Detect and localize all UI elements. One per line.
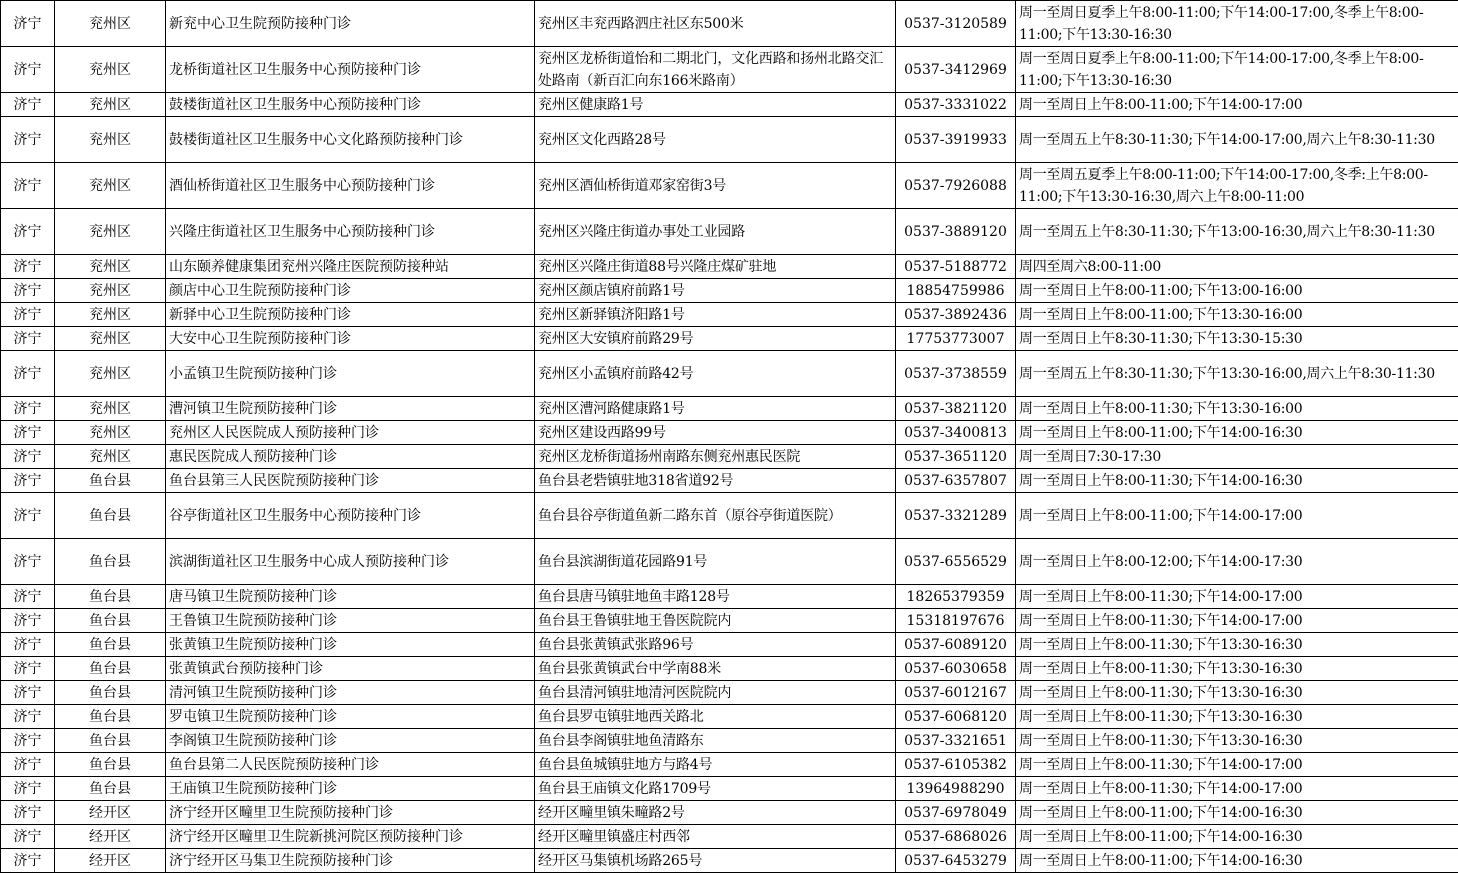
hours-cell: 周一至周日上午8:00-11:30;下午14:00-17:00 [1016,609,1458,633]
phone-cell: 0537-7926088 [896,163,1016,209]
phone-cell: 13964988290 [896,777,1016,801]
hours-cell: 周一至周日7:30-17:30 [1016,445,1458,469]
clinic-name-cell: 新兖中心卫生院预防接种门诊 [166,1,535,47]
hours-cell: 周一至周日上午8:00-11:00;下午14:00-16:30 [1016,421,1458,445]
address-cell: 兖州区大安镇府前路29号 [535,327,896,351]
clinic-name-cell: 兖州区人民医院成人预防接种门诊 [166,421,535,445]
phone-cell: 0537-6105382 [896,753,1016,777]
city-cell: 济宁 [1,397,55,421]
hours-cell: 周一至周日夏季上午8:00-11:00;下午14:00-17:00,冬季上午8:00-11:00;下午13:30-16:30 [1016,47,1458,93]
address-cell: 鱼台县唐马镇驻地鱼丰路128号 [535,585,896,609]
district-cell: 鱼台县 [55,657,166,681]
address-cell: 兖州区龙桥街道扬州南路东侧兖州惠民医院 [535,445,896,469]
phone-cell: 0537-3892436 [896,303,1016,327]
phone-cell: 0537-3738559 [896,351,1016,397]
clinic-name-cell: 王庙镇卫生院预防接种门诊 [166,777,535,801]
phone-cell: 0537-3412969 [896,47,1016,93]
city-cell: 济宁 [1,801,55,825]
clinic-name-cell: 谷亭街道社区卫生服务中心预防接种门诊 [166,493,535,539]
city-cell: 济宁 [1,327,55,351]
address-cell: 兖州区文化西路28号 [535,117,896,163]
city-cell: 济宁 [1,421,55,445]
city-cell: 济宁 [1,1,55,47]
address-cell: 经开区疃里镇盛庄村西邻 [535,825,896,849]
hours-cell: 周一至周日上午8:00-11:30;下午13:30-16:30 [1016,705,1458,729]
phone-cell: 17753773007 [896,327,1016,351]
table-body [1,1,1458,873]
city-cell: 济宁 [1,209,55,255]
table-row [1,801,1458,825]
phone-cell: 15318197676 [896,609,1016,633]
city-cell: 济宁 [1,47,55,93]
district-cell: 鱼台县 [55,681,166,705]
city-cell: 济宁 [1,729,55,753]
district-cell: 兖州区 [55,327,166,351]
phone-cell: 0537-3821120 [896,397,1016,421]
table-row [1,585,1458,609]
table-row [1,657,1458,681]
phone-cell: 0537-3321651 [896,729,1016,753]
phone-cell: 0537-3120589 [896,1,1016,47]
city-cell: 济宁 [1,539,55,585]
district-cell: 兖州区 [55,47,166,93]
clinic-name-cell: 罗屯镇卫生院预防接种门诊 [166,705,535,729]
city-cell: 济宁 [1,255,55,279]
table-row [1,609,1458,633]
address-cell: 鱼台县王庙镇文化路1709号 [535,777,896,801]
city-cell: 济宁 [1,469,55,493]
phone-cell: 0537-6556529 [896,539,1016,585]
address-cell: 鱼台县谷亭街道鱼新二路东首（原谷亭街道医院） [535,493,896,539]
address-cell: 鱼台县老砦镇驻地318省道92号 [535,469,896,493]
table-row [1,1,1458,47]
clinic-name-cell: 山东颐养健康集团兖州兴隆庄医院预防接种站 [166,255,535,279]
clinic-name-cell: 惠民医院成人预防接种门诊 [166,445,535,469]
hours-cell: 周一至周日上午8:00-11:30;下午14:00-17:00 [1016,585,1458,609]
table-row [1,633,1458,657]
address-cell: 经开区马集镇机场路265号 [535,849,896,873]
address-cell: 兖州区小孟镇府前路42号 [535,351,896,397]
city-cell: 济宁 [1,681,55,705]
district-cell: 兖州区 [55,1,166,47]
city-cell: 济宁 [1,825,55,849]
city-cell: 济宁 [1,279,55,303]
address-cell: 兖州区兴隆庄街道办事处工业园路 [535,209,896,255]
table-row [1,825,1458,849]
district-cell: 兖州区 [55,255,166,279]
address-cell: 鱼台县李阁镇驻地鱼清路东 [535,729,896,753]
clinic-name-cell: 济宁经开区疃里卫生院新挑河院区预防接种门诊 [166,825,535,849]
phone-cell: 0537-6978049 [896,801,1016,825]
clinic-name-cell: 张黄镇卫生院预防接种门诊 [166,633,535,657]
hours-cell: 周一至周日上午8:00-11:30;下午14:00-17:00 [1016,753,1458,777]
clinic-name-cell: 清河镇卫生院预防接种门诊 [166,681,535,705]
clinic-name-cell: 漕河镇卫生院预防接种门诊 [166,397,535,421]
clinic-name-cell: 兴隆庄街道社区卫生服务中心预防接种门诊 [166,209,535,255]
district-cell: 兖州区 [55,421,166,445]
city-cell: 济宁 [1,777,55,801]
phone-cell: 18854759986 [896,279,1016,303]
address-cell: 兖州区健康路1号 [535,93,896,117]
city-cell: 济宁 [1,633,55,657]
hours-cell: 周一至周日上午8:00-11:00;下午14:00-17:00 [1016,493,1458,539]
city-cell: 济宁 [1,93,55,117]
city-cell: 济宁 [1,753,55,777]
district-cell: 鱼台县 [55,539,166,585]
table-row [1,351,1458,397]
hours-cell: 周四至周六8:00-11:00 [1016,255,1458,279]
hours-cell: 周一至周日上午8:00-11:00;下午14:00-16:30 [1016,849,1458,873]
table-row [1,117,1458,163]
phone-cell: 0537-6089120 [896,633,1016,657]
address-cell: 兖州区兴隆庄街道88号兴隆庄煤矿驻地 [535,255,896,279]
address-cell: 鱼台县张黄镇武张路96号 [535,633,896,657]
address-cell: 兖州区颜店镇府前路1号 [535,279,896,303]
city-cell: 济宁 [1,849,55,873]
hours-cell: 周一至周日上午8:00-11:30;下午13:30-16:30 [1016,681,1458,705]
address-cell: 兖州区建设西路99号 [535,421,896,445]
address-cell: 兖州区龙桥街道怡和二期北门，文化西路和扬州北路交汇处路南（新百汇向东166米路南） [535,47,896,93]
hours-cell: 周一至周日上午8:00-11:00;下午13:30-16:00 [1016,303,1458,327]
address-cell: 鱼台县张黄镇武台中学南88米 [535,657,896,681]
phone-cell: 0537-3651120 [896,445,1016,469]
district-cell: 兖州区 [55,351,166,397]
table-row [1,327,1458,351]
hours-cell: 周一至周日上午8:00-11:00;下午14:00-16:30 [1016,801,1458,825]
hours-cell: 周一至周五上午8:30-11:30;下午14:00-17:00,周六上午8:30-11:30 [1016,117,1458,163]
district-cell: 经开区 [55,825,166,849]
clinic-name-cell: 王鲁镇卫生院预防接种门诊 [166,609,535,633]
district-cell: 鱼台县 [55,753,166,777]
hours-cell: 周一至周五上午8:30-11:30;下午13:00-16:30,周六上午8:30-11:30 [1016,209,1458,255]
table-row [1,397,1458,421]
hours-cell: 周一至周日上午8:00-11:30;下午13:30-16:30 [1016,657,1458,681]
phone-cell: 0537-5188772 [896,255,1016,279]
table-row [1,777,1458,801]
table-row [1,445,1458,469]
city-cell: 济宁 [1,657,55,681]
phone-cell: 0537-3889120 [896,209,1016,255]
address-cell: 兖州区丰兖西路泗庄社区东500米 [535,1,896,47]
district-cell: 鱼台县 [55,633,166,657]
city-cell: 济宁 [1,351,55,397]
district-cell: 兖州区 [55,397,166,421]
table-row [1,255,1458,279]
district-cell: 鱼台县 [55,493,166,539]
clinic-name-cell: 小孟镇卫生院预防接种门诊 [166,351,535,397]
table-row [1,279,1458,303]
address-cell: 鱼台县清河镇驻地清河医院院内 [535,681,896,705]
table-row [1,303,1458,327]
clinic-name-cell: 济宁经开区马集卫生院预防接种门诊 [166,849,535,873]
district-cell: 经开区 [55,801,166,825]
table-row [1,163,1458,209]
hours-cell: 周一至周日夏季上午8:00-11:00;下午14:00-17:00,冬季上午8:00-11:00;下午13:30-16:30 [1016,1,1458,47]
district-cell: 兖州区 [55,93,166,117]
table-row [1,849,1458,873]
clinic-name-cell: 大安中心卫生院预防接种门诊 [166,327,535,351]
clinic-name-cell: 鼓楼街道社区卫生服务中心文化路预防接种门诊 [166,117,535,163]
address-cell: 鱼台县罗屯镇驻地西关路北 [535,705,896,729]
phone-cell: 0537-6012167 [896,681,1016,705]
clinic-name-cell: 新驿中心卫生院预防接种门诊 [166,303,535,327]
clinic-name-cell: 鱼台县第三人民医院预防接种门诊 [166,469,535,493]
city-cell: 济宁 [1,163,55,209]
city-cell: 济宁 [1,705,55,729]
district-cell: 鱼台县 [55,729,166,753]
table-row [1,729,1458,753]
table-row [1,681,1458,705]
table-row [1,469,1458,493]
table-row [1,209,1458,255]
district-cell: 鱼台县 [55,705,166,729]
phone-cell: 0537-3331022 [896,93,1016,117]
district-cell: 鱼台县 [55,469,166,493]
district-cell: 兖州区 [55,117,166,163]
hours-cell: 周一至周日上午8:00-11:30;下午13:30-16:30 [1016,633,1458,657]
table-row [1,753,1458,777]
table-row [1,421,1458,445]
phone-cell: 0537-6357807 [896,469,1016,493]
clinic-name-cell: 酒仙桥街道社区卫生服务中心预防接种门诊 [166,163,535,209]
hours-cell: 周一至周日上午8:00-11:30;下午14:00-16:30 [1016,469,1458,493]
address-cell: 鱼台县王鲁镇驻地王鲁医院院内 [535,609,896,633]
table-row [1,705,1458,729]
district-cell: 兖州区 [55,445,166,469]
hours-cell: 周一至周日上午8:00-11:30;下午14:00-17:00 [1016,777,1458,801]
address-cell: 兖州区酒仙桥街道邓家窑街3号 [535,163,896,209]
district-cell: 兖州区 [55,209,166,255]
city-cell: 济宁 [1,609,55,633]
district-cell: 鱼台县 [55,777,166,801]
address-cell: 兖州区新驿镇济阳路1号 [535,303,896,327]
clinic-name-cell: 滨湖街道社区卫生服务中心成人预防接种门诊 [166,539,535,585]
phone-cell: 18265379359 [896,585,1016,609]
table-row [1,539,1458,585]
address-cell: 经开区疃里镇朱疃路2号 [535,801,896,825]
phone-cell: 0537-6868026 [896,825,1016,849]
district-cell: 经开区 [55,849,166,873]
table-row [1,47,1458,93]
phone-cell: 0537-3919933 [896,117,1016,163]
table-row [1,493,1458,539]
phone-cell: 0537-6068120 [896,705,1016,729]
district-cell: 鱼台县 [55,585,166,609]
city-cell: 济宁 [1,303,55,327]
district-cell: 兖州区 [55,279,166,303]
clinic-name-cell: 龙桥街道社区卫生服务中心预防接种门诊 [166,47,535,93]
city-cell: 济宁 [1,493,55,539]
phone-cell: 0537-3321289 [896,493,1016,539]
clinic-name-cell: 李阁镇卫生院预防接种门诊 [166,729,535,753]
table-row [1,93,1458,117]
district-cell: 兖州区 [55,303,166,327]
clinic-name-cell: 张黄镇武台预防接种门诊 [166,657,535,681]
phone-cell: 0537-6030658 [896,657,1016,681]
phone-cell: 0537-3400813 [896,421,1016,445]
hours-cell: 周一至周日上午8:00-11:30;下午13:30-16:00 [1016,397,1458,421]
clinic-name-cell: 鼓楼街道社区卫生服务中心预防接种门诊 [166,93,535,117]
phone-cell: 0537-6453279 [896,849,1016,873]
city-cell: 济宁 [1,585,55,609]
hours-cell: 周一至周日上午8:00-11:00;下午14:00-16:30 [1016,825,1458,849]
hours-cell: 周一至周日上午8:00-11:00;下午14:00-17:00 [1016,93,1458,117]
hours-cell: 周一至周五上午8:30-11:30;下午13:30-16:00,周六上午8:30-11:30 [1016,351,1458,397]
address-cell: 鱼台县滨湖街道花园路91号 [535,539,896,585]
district-cell: 鱼台县 [55,609,166,633]
hours-cell: 周一至周日上午8:00-11:00;下午13:00-16:00 [1016,279,1458,303]
hours-cell: 周一至周日上午8:00-11:30;下午13:30-16:30 [1016,729,1458,753]
clinic-name-cell: 唐马镇卫生院预防接种门诊 [166,585,535,609]
city-cell: 济宁 [1,445,55,469]
address-cell: 兖州区漕河路健康路1号 [535,397,896,421]
city-cell: 济宁 [1,117,55,163]
clinic-name-cell: 鱼台县第二人民医院预防接种门诊 [166,753,535,777]
hours-cell: 周一至周日上午8:00-12:00;下午14:00-17:30 [1016,539,1458,585]
district-cell: 兖州区 [55,163,166,209]
address-cell: 鱼台县鱼城镇驻地方与路4号 [535,753,896,777]
clinic-name-cell: 济宁经开区疃里卫生院预防接种门诊 [166,801,535,825]
hours-cell: 周一至周日上午8:30-11:30;下午13:30-15:30 [1016,327,1458,351]
clinic-name-cell: 颜店中心卫生院预防接种门诊 [166,279,535,303]
hours-cell: 周一至周五夏季上午8:00-11:00;下午14:00-17:00,冬季:上午8:00-11:00;下午13:30-16:30,周六上午8:00-11:00 [1016,163,1458,209]
